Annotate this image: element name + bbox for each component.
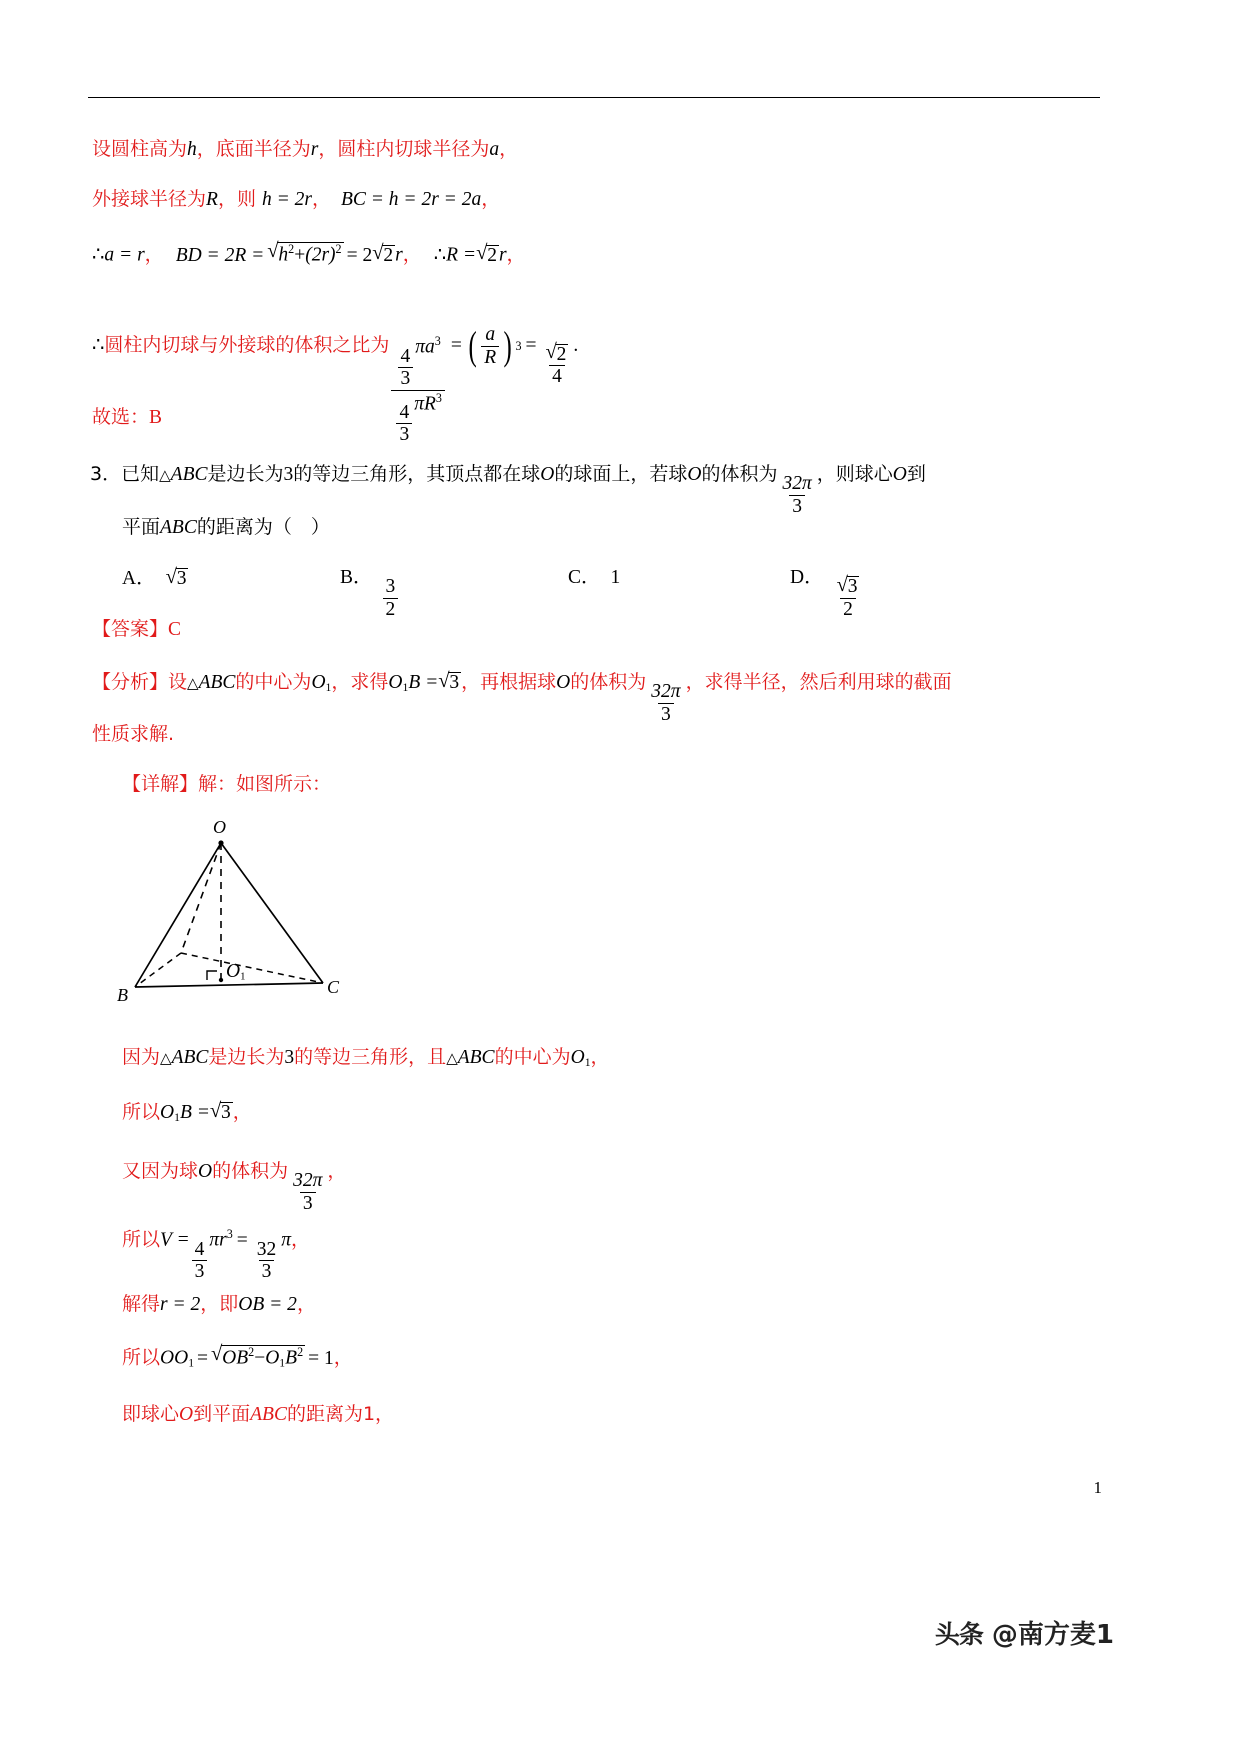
- question-number: 3．: [90, 463, 122, 485]
- option-D-sqrt: [837, 576, 860, 597]
- sol6-radicand: [221, 1345, 305, 1369]
- sol4-f2num: 32: [256, 1238, 277, 1260]
- var-R: R: [206, 189, 218, 210]
- diagram-label-O: O: [213, 817, 226, 837]
- sol6-b-exp: 2: [297, 1345, 304, 1359]
- result-den-4: 4: [549, 365, 565, 387]
- equals-1: =: [450, 334, 462, 356]
- equals-2: =: [525, 334, 537, 356]
- answer-line: [92, 620, 181, 640]
- solution-line-6: [122, 1345, 353, 1369]
- eq-bc: BC = h = 2r = 2a: [340, 189, 482, 210]
- solution-line-2: [122, 1102, 252, 1124]
- analysis-part-1: 设: [168, 671, 188, 693]
- sol3-mid: 的体积为: [212, 1160, 289, 1182]
- choose-label: 故选：: [92, 406, 150, 428]
- sol2-O-sub: 1: [174, 1110, 180, 1124]
- option-C-label: C．: [568, 567, 601, 588]
- sol7-O: O: [179, 1404, 194, 1425]
- detail-line: [122, 775, 331, 795]
- option-B-num: 3: [385, 576, 396, 598]
- sol4-V: V =: [160, 1229, 190, 1251]
- sol4-pir: πr: [209, 1229, 227, 1251]
- comma-6: ，: [506, 243, 526, 266]
- sol6-sqrt: [211, 1345, 305, 1369]
- analysis-part-4: ，再根据球: [461, 671, 557, 693]
- sol7-abc: ABC: [250, 1404, 287, 1425]
- sol1-p3: 是边长为: [208, 1046, 285, 1068]
- sol2-sqrt-val: 3: [221, 1102, 231, 1123]
- sol7-mid: 到平面: [193, 1403, 251, 1425]
- sqrt2-val-2: 2: [487, 244, 497, 266]
- edge-OA-dashed: [181, 843, 221, 953]
- sol1-abc2: ABC: [457, 1047, 495, 1068]
- option-B[interactable]: [340, 568, 400, 619]
- diagram-label-O1-main: O: [226, 961, 241, 982]
- analysis-frac-32pi: [648, 682, 683, 724]
- stem-part-1: 已知: [121, 463, 160, 485]
- sqrt2-val: 2: [383, 244, 394, 266]
- sol6-oo-sub: 1: [188, 1356, 195, 1370]
- paren-exp-3: 3: [515, 338, 522, 353]
- option-C[interactable]: [568, 568, 620, 588]
- plus-sign: +: [294, 244, 306, 266]
- sol6-ob: OB: [222, 1347, 249, 1369]
- sol3-frac: [290, 1171, 325, 1213]
- stem-part-5: 的体积为: [701, 463, 778, 485]
- therefore-3: ∴: [92, 334, 105, 356]
- sol1-p0: 因为: [122, 1046, 161, 1068]
- option-B-den: 2: [383, 598, 399, 620]
- radicand-h: h: [278, 244, 289, 266]
- sphere-O-1: O: [540, 464, 555, 485]
- detail-tag: 【详解】: [122, 773, 199, 795]
- sol1-comma: ，: [590, 1046, 610, 1068]
- sphere-O-3: O: [892, 464, 907, 485]
- sol1-p8: 的中心为: [494, 1046, 571, 1068]
- radicand-2r: (2r): [305, 244, 336, 266]
- sol6-lead: 所以: [122, 1346, 161, 1369]
- sol6-o1-sub: 1: [279, 1356, 286, 1370]
- edge-OB: [135, 843, 221, 987]
- ratio-den-R: R: [481, 346, 499, 368]
- option-D-den: 2: [840, 598, 856, 620]
- sol6-oo: OO: [160, 1347, 189, 1369]
- pi-a-exp: 3: [434, 334, 441, 349]
- watermark: [935, 1614, 1114, 1651]
- analysis-eq-sub: 1: [402, 680, 409, 694]
- eq-equals-2: = 2: [346, 244, 373, 266]
- sol6-minus: −: [254, 1347, 266, 1369]
- paren-power-group: [466, 325, 522, 367]
- side-length-3: 3: [283, 464, 294, 485]
- option-B-frac: [383, 577, 399, 619]
- sol2-lead: 所以: [122, 1101, 161, 1123]
- eq-R-lead: R =: [446, 244, 477, 266]
- radicand-2r-exp: 2: [335, 242, 342, 256]
- sol4-frac-32-3: [254, 1240, 280, 1282]
- sol4-comma: ，: [291, 1228, 311, 1251]
- sol5-mid: ，即: [200, 1293, 239, 1315]
- stem-part-3: 的等边三角形，其顶点都在球: [293, 463, 541, 485]
- therefore-2: ∴: [433, 244, 447, 266]
- sol5-comma: ，: [296, 1293, 316, 1315]
- solution-line-1: [122, 1048, 610, 1069]
- comma-1: ，: [499, 138, 519, 160]
- num-4: 4: [400, 345, 411, 367]
- question3-stem-line2: [122, 518, 330, 538]
- frac-a-R: [481, 325, 499, 367]
- sol1-O: O: [570, 1047, 585, 1068]
- solution-line-7: [122, 1405, 394, 1425]
- option-D-num: 3: [847, 576, 858, 598]
- pi-R-exp: 3: [435, 390, 442, 405]
- analysis-O2: O: [556, 672, 571, 693]
- sol2-sqrt: [210, 1102, 233, 1123]
- sol6-o1: O: [265, 1347, 280, 1369]
- diagram-label-B: B: [117, 985, 128, 1005]
- frac-sqrt2-over-4: [543, 344, 572, 387]
- text-circumsphere-radius: 外接球半径为: [92, 188, 207, 210]
- sol4-eq: =: [236, 1229, 248, 1251]
- analysis-line-1: [92, 672, 952, 724]
- frac-volume-ratio: [391, 335, 444, 445]
- stem-part-4: 的球面上，若球: [554, 463, 688, 485]
- sol4-f1num: 4: [194, 1238, 205, 1260]
- analysis-vol-num: 32π: [651, 681, 681, 703]
- sol6-eq: =: [197, 1347, 209, 1369]
- sphere-O-2: O: [687, 464, 702, 485]
- sol3-O: O: [198, 1161, 213, 1182]
- answer-value: C: [168, 619, 182, 640]
- diagram-label-O1: [226, 961, 246, 983]
- comma-4: ，: [144, 243, 164, 266]
- var-r-2: r: [395, 244, 403, 266]
- text-insphere-radius: ，圆柱内切球半径为: [318, 138, 490, 160]
- solution-line-5: [122, 1295, 316, 1315]
- ratio-num-a: a: [485, 324, 496, 345]
- frac-4-3-den: [396, 403, 412, 445]
- var-r-3: r: [498, 244, 507, 266]
- analysis-O1-sub: 1: [325, 680, 332, 694]
- sol3-comma: ，: [327, 1160, 347, 1182]
- sol1-tri2: △: [446, 1051, 458, 1067]
- sol2-comma: ，: [232, 1101, 252, 1123]
- analysis-part-5: 的体积为: [570, 671, 647, 693]
- vol-den: 3: [789, 495, 805, 517]
- result-num: [543, 344, 572, 366]
- diagram-label-O1-sub: 1: [240, 970, 246, 983]
- sol2-B: B =: [179, 1102, 210, 1123]
- abc-label-1: ABC: [170, 464, 208, 485]
- therefore-1: ∴: [92, 244, 105, 266]
- sol2-O: O: [160, 1102, 175, 1123]
- right-paren: ): [503, 323, 512, 369]
- analysis-triangle: △: [187, 676, 199, 692]
- var-a: a: [489, 139, 500, 160]
- stem-part-7: 到: [906, 463, 926, 485]
- comma-5: ，: [402, 243, 422, 266]
- option-C-value: 1: [610, 567, 621, 588]
- eq-a-r: a = r: [104, 244, 145, 266]
- abc-label-2: ABC: [160, 517, 197, 538]
- sol4-lead: 所以: [122, 1228, 161, 1251]
- sol1-tri1: △: [160, 1051, 172, 1067]
- pi-R: πR: [414, 393, 436, 415]
- eq-bd-lead: BD = 2R =: [175, 244, 265, 266]
- analysis-sqrt3: [438, 672, 461, 693]
- right-angle-mark: [207, 971, 217, 980]
- option-D-frac: [834, 576, 863, 619]
- sqrt-h2-plus-2r2: [267, 242, 343, 265]
- toutiao-logo: 头条: [934, 1619, 983, 1649]
- stem-plane: 平面: [122, 516, 161, 538]
- sol1-three: 3: [284, 1047, 295, 1068]
- var-r: r: [310, 139, 319, 160]
- frac-32pi-3: [780, 474, 815, 516]
- sol3-num: 32π: [293, 1170, 323, 1192]
- sol4-frac-4-3: [192, 1240, 208, 1282]
- eq-h-2r: h = 2r: [261, 189, 312, 210]
- left-paren: (: [468, 323, 477, 369]
- sol4-pir-exp: 3: [226, 1227, 233, 1241]
- prev-solution-line-2: [92, 190, 500, 210]
- sqrt-2-a: [372, 245, 395, 266]
- vol-num: 32π: [782, 473, 812, 495]
- text-base-radius: ，底面半径为: [196, 138, 311, 160]
- header-rule: [88, 97, 1100, 98]
- diagram-label-C: C: [327, 977, 340, 997]
- comma-3: ，: [481, 188, 501, 210]
- sol5-r: r = 2: [160, 1294, 201, 1315]
- answer-tag: 【答案】: [92, 618, 169, 640]
- num-4b: 4: [399, 401, 410, 423]
- text-then: ，则: [217, 188, 256, 210]
- sol6-comma: ，: [333, 1346, 353, 1369]
- sol6-result: = 1: [308, 1347, 334, 1369]
- stem-part-2: 是边长为: [207, 463, 284, 485]
- solution-line-4: [122, 1228, 310, 1282]
- choose-value: B: [149, 407, 163, 428]
- analysis-part-6: ，求得半径，然后利用球的截面: [685, 671, 952, 693]
- den-3b: 3: [396, 423, 412, 445]
- sqrt-2-result: [546, 344, 569, 365]
- analysis-sqrt3-val: 3: [449, 672, 460, 693]
- option-D-label: D．: [790, 567, 824, 588]
- text-volume-ratio: 圆柱内切球与外接球的体积之比为: [104, 333, 390, 356]
- detail-text: 解：如图所示：: [198, 773, 332, 795]
- analysis-line-2: [92, 725, 174, 745]
- option-A-sqrt: [166, 568, 189, 589]
- pi-a: πa: [415, 336, 435, 358]
- sol6-ob-exp: 2: [248, 1345, 255, 1359]
- prev-solution-line-1: [92, 140, 518, 160]
- stem-distance: 的距离为（ ）: [196, 516, 330, 538]
- sol3-den: 3: [300, 1192, 316, 1214]
- analysis-part-2: 的中心为: [235, 671, 312, 693]
- edge-BC: [135, 983, 323, 987]
- analysis-part-3: ，求得: [331, 671, 389, 693]
- radicand-h-exp: 2: [288, 242, 295, 256]
- analysis-abc: ABC: [198, 672, 236, 693]
- analysis-O1: O: [311, 672, 326, 693]
- den-3: 3: [398, 367, 414, 389]
- option-B-label: B．: [340, 567, 373, 588]
- period-1: .: [573, 334, 579, 356]
- option-D[interactable]: [790, 568, 864, 619]
- question3-stem-line1: [90, 465, 926, 516]
- sol1-p5: 的等边三角形，且: [294, 1046, 447, 1068]
- text-set-cylinder: 设圆柱高为: [92, 138, 188, 160]
- sqrt-2-b: [476, 245, 499, 266]
- sol3-lead: 又因为球: [122, 1160, 199, 1182]
- frac-den-group: [391, 390, 444, 445]
- analysis-eq-B: B =: [408, 672, 439, 693]
- sol4-pi: π: [281, 1229, 292, 1251]
- sol1-abc1: ABC: [171, 1047, 209, 1068]
- analysis-tag: 【分析】: [92, 671, 169, 693]
- solution-line-3: [122, 1162, 346, 1213]
- prev-solution-line-3: [92, 242, 526, 265]
- edge-AC-dashed: [181, 953, 323, 983]
- edge-AB-dashed: [135, 953, 181, 987]
- sol4-f2den: 3: [259, 1260, 275, 1282]
- watermark-handle: @南方麦1: [991, 1620, 1114, 1650]
- frac-num-group: [393, 335, 444, 389]
- triangle-symbol: △: [159, 468, 171, 484]
- frac-4-3-num: [398, 347, 414, 389]
- sol1-O-sub: 1: [584, 1055, 591, 1069]
- option-A-value: 3: [176, 568, 187, 589]
- vertex-dot-O: [218, 840, 223, 845]
- sol7-pre: 即球心: [122, 1403, 180, 1425]
- option-A-label: A．: [122, 568, 156, 589]
- comma-2: ，: [311, 188, 331, 210]
- option-D-num-group: [834, 576, 863, 598]
- sol5-ob: OB = 2: [238, 1294, 297, 1315]
- sqrt2-result-val: 2: [556, 343, 567, 365]
- prev-solution-line-4: [92, 325, 578, 445]
- choose-answer-line: [92, 408, 162, 428]
- sol5-lead: 解得: [122, 1293, 161, 1315]
- sol4-f1den: 3: [192, 1260, 208, 1282]
- geometry-diagram: [105, 817, 365, 1010]
- sol7-post: 的距离为1，: [286, 1403, 395, 1425]
- analysis-eq-O: O: [388, 672, 403, 693]
- analysis-vol-den: 3: [658, 703, 674, 725]
- analysis-part-7: 性质求解.: [92, 723, 175, 745]
- stem-part-6: ，则球心: [816, 463, 893, 485]
- vertex-dot-O1: [219, 978, 223, 982]
- option-A[interactable]: [122, 568, 188, 589]
- page-number: 1: [1093, 1478, 1102, 1497]
- var-h: h: [187, 139, 197, 160]
- sol6-b: B: [285, 1347, 298, 1369]
